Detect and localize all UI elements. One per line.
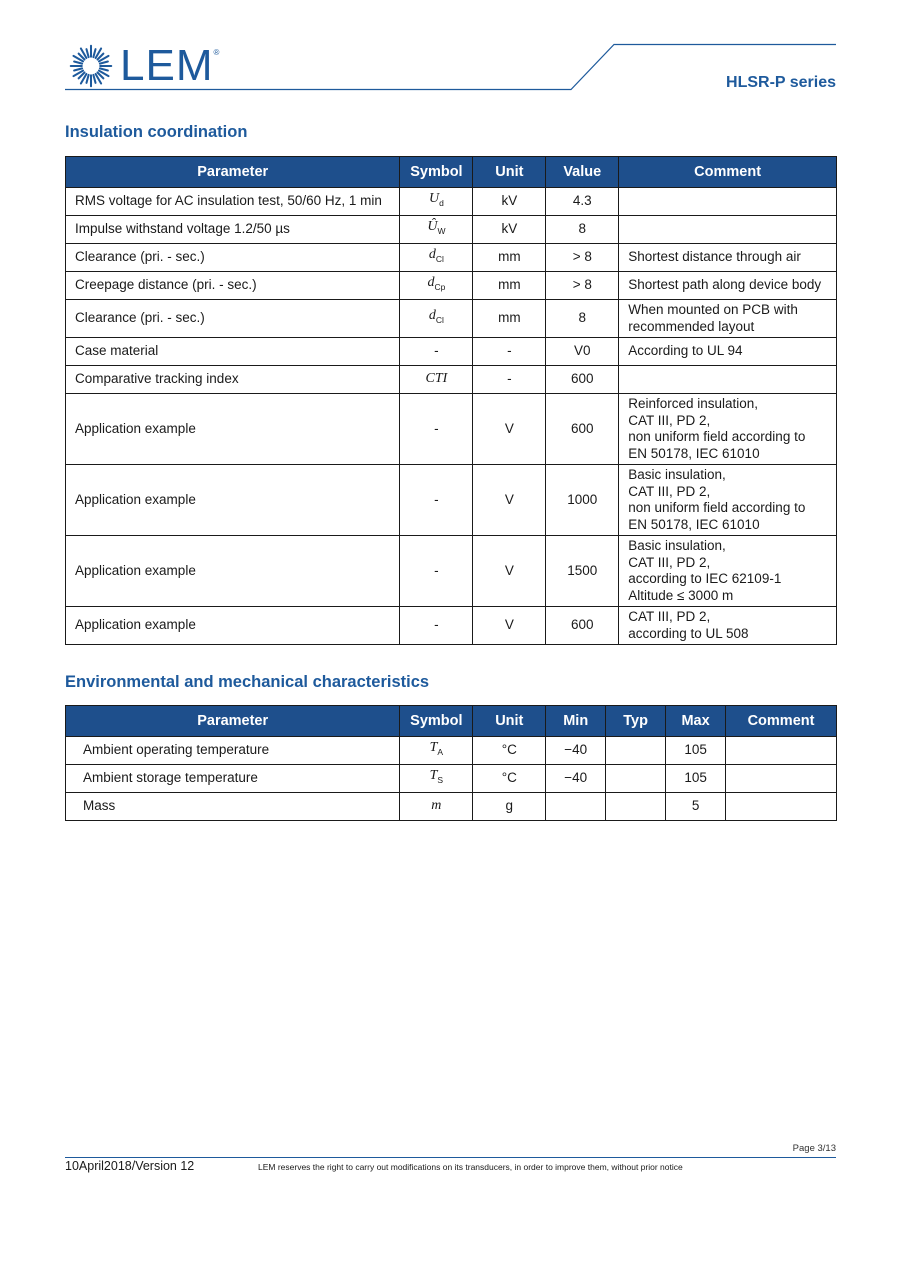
symbol-text: T [429, 740, 438, 756]
symbol-cell: - [400, 338, 473, 366]
value-cell: 1000 [546, 465, 619, 536]
insulation-table [65, 156, 837, 645]
table-row [66, 394, 837, 465]
sun-ray [93, 75, 95, 83]
symbol-cell: - [400, 465, 473, 536]
parameter-cell: Application example [66, 394, 400, 465]
max-cell: 5 [666, 793, 726, 821]
symbol-text: d [427, 275, 435, 291]
column-header-parameter: Parameter [66, 157, 400, 188]
parameter-cell: Impulse withstand voltage 1.2/50 µs [66, 216, 400, 244]
symbol-text: d [428, 308, 436, 324]
parameter-cell: RMS voltage for AC insulation test, 50/60 Hz, 1 min [66, 188, 400, 216]
table-row [66, 737, 837, 765]
column-header-value: Value [546, 157, 619, 188]
unit-cell: mm [473, 272, 546, 300]
parameter-cell: Application example [66, 536, 400, 607]
value-cell: 600 [546, 394, 619, 465]
table-row [66, 338, 837, 366]
symbol-subscript: Cp [434, 282, 446, 293]
parameter-cell: Case material [66, 338, 400, 366]
min-cell [546, 793, 606, 821]
table-row [66, 366, 837, 394]
value-cell: 1500 [546, 536, 619, 607]
symbol-subscript: d [439, 198, 444, 209]
unit-cell: V [473, 536, 546, 607]
column-header-max: Max [666, 706, 726, 737]
unit-cell: kV [473, 188, 546, 216]
value-cell: V0 [546, 338, 619, 366]
column-header-symbol: Symbol [400, 157, 473, 188]
sun-ray [74, 68, 82, 70]
comment-cell: CAT III, PD 2, according to UL 508 [619, 607, 837, 645]
unit-cell: °C [473, 765, 546, 793]
max-cell: 105 [666, 765, 726, 793]
symbol-cell [400, 272, 473, 300]
legal-notice: LEM reserves the right to carry out modifications on its transducers, in order to improve them, without prior notice [258, 1162, 683, 1172]
symbol-text: Û [427, 219, 438, 235]
comment-cell: Reinforced insulation, CAT III, PD 2, non uniform field according to EN 50178, IEC 61010 [619, 394, 837, 465]
column-header-comment: Comment [726, 706, 837, 737]
column-header-symbol: Symbol [400, 706, 473, 737]
table-row [66, 607, 837, 645]
table-row [66, 465, 837, 536]
symbol-cell [400, 765, 473, 793]
symbol-cell [400, 244, 473, 272]
symbol-cell: - [400, 394, 473, 465]
environmental-table [65, 705, 837, 821]
logo-wordmark: LEM [120, 41, 214, 90]
column-header-parameter: Parameter [66, 706, 400, 737]
symbol-cell [400, 188, 473, 216]
symbol-cell [400, 793, 473, 821]
table-row [66, 244, 837, 272]
min-cell: −40 [546, 737, 606, 765]
comment-cell: Basic insulation, CAT III, PD 2, according to IEC 62109-1 Altitude ≤ 3000 m [619, 536, 837, 607]
column-header-min: Min [546, 706, 606, 737]
symbol-subscript: S [437, 775, 444, 786]
column-header-unit: Unit [473, 706, 546, 737]
value-cell: > 8 [546, 244, 619, 272]
symbol-text: m [431, 798, 442, 814]
environmental-section-title: Environmental and mechanical characteristics [65, 673, 430, 691]
symbol-subscript: A [437, 747, 444, 758]
symbol-cell [400, 216, 473, 244]
parameter-cell: Mass [66, 793, 400, 821]
typ-cell [606, 765, 666, 793]
comment-cell [726, 737, 837, 765]
parameter-cell: Ambient storage temperature [66, 765, 400, 793]
column-header-comment: Comment [619, 157, 837, 188]
comment-cell [619, 188, 837, 216]
value-cell: 4.3 [546, 188, 619, 216]
sun-ray [86, 49, 88, 57]
symbol-cell [400, 366, 473, 394]
typ-cell [606, 793, 666, 821]
symbol-cell: - [400, 607, 473, 645]
sun-rays-icon [68, 43, 114, 89]
value-cell: 600 [546, 607, 619, 645]
registered-mark: ® [213, 48, 220, 57]
table-row [66, 793, 837, 821]
comment-cell: According to UL 94 [619, 338, 837, 366]
sun-ray [93, 49, 95, 57]
parameter-cell: Creepage distance (pri. - sec.) [66, 272, 400, 300]
unit-cell: - [473, 338, 546, 366]
comment-cell [726, 793, 837, 821]
table-row [66, 765, 837, 793]
unit-cell: mm [473, 244, 546, 272]
sun-ray [100, 68, 108, 70]
symbol-cell [400, 300, 473, 338]
insulation-section-title: Insulation coordination [65, 123, 248, 141]
symbol-subscript: W [437, 226, 446, 237]
parameter-cell: Comparative tracking index [66, 366, 400, 394]
table-row [66, 188, 837, 216]
table-row [66, 300, 837, 338]
min-cell: −40 [546, 765, 606, 793]
document-version: 10April2018/Version 12 [65, 1159, 195, 1173]
symbol-text: U [428, 191, 440, 207]
comment-cell: Shortest distance through air [619, 244, 837, 272]
symbol-subscript: Cl [435, 315, 444, 326]
comment-cell: Basic insulation, CAT III, PD 2, non uniform field according to EN 50178, IEC 61010 [619, 465, 837, 536]
unit-cell: kV [473, 216, 546, 244]
value-cell: 8 [546, 216, 619, 244]
value-cell: > 8 [546, 272, 619, 300]
parameter-cell: Ambient operating temperature [66, 737, 400, 765]
max-cell: 105 [666, 737, 726, 765]
comment-cell [726, 765, 837, 793]
parameter-cell: Application example [66, 465, 400, 536]
sun-ray [86, 75, 88, 83]
comment-cell [619, 366, 837, 394]
page-number: Page 3/13 [792, 1143, 836, 1154]
unit-cell: - [473, 366, 546, 394]
comment-cell: When mounted on PCB with recommended layout [619, 300, 837, 338]
column-header-unit: Unit [473, 157, 546, 188]
symbol-cell: - [400, 536, 473, 607]
sun-ray [74, 61, 82, 63]
comment-cell [619, 216, 837, 244]
value-cell: 8 [546, 300, 619, 338]
symbol-text: T [429, 768, 438, 784]
footer-rule [65, 1157, 836, 1158]
sun-ray [100, 61, 108, 63]
series-title: HLSR-P series [726, 74, 836, 91]
unit-cell: g [473, 793, 546, 821]
unit-cell: °C [473, 737, 546, 765]
table-row [66, 272, 837, 300]
unit-cell: V [473, 465, 546, 536]
lem-logo [68, 42, 219, 90]
symbol-cell [400, 737, 473, 765]
comment-cell: Shortest path along device body [619, 272, 837, 300]
parameter-cell: Application example [66, 607, 400, 645]
table-row [66, 216, 837, 244]
unit-cell: V [473, 394, 546, 465]
table-row [66, 536, 837, 607]
symbol-subscript: Cl [435, 254, 444, 265]
symbol-text: CTI [425, 371, 448, 387]
unit-cell: V [473, 607, 546, 645]
parameter-cell: Clearance (pri. - sec.) [66, 300, 400, 338]
typ-cell [606, 737, 666, 765]
parameter-cell: Clearance (pri. - sec.) [66, 244, 400, 272]
unit-cell: mm [473, 300, 546, 338]
symbol-text: d [428, 247, 436, 263]
value-cell: 600 [546, 366, 619, 394]
column-header-typ: Typ [606, 706, 666, 737]
